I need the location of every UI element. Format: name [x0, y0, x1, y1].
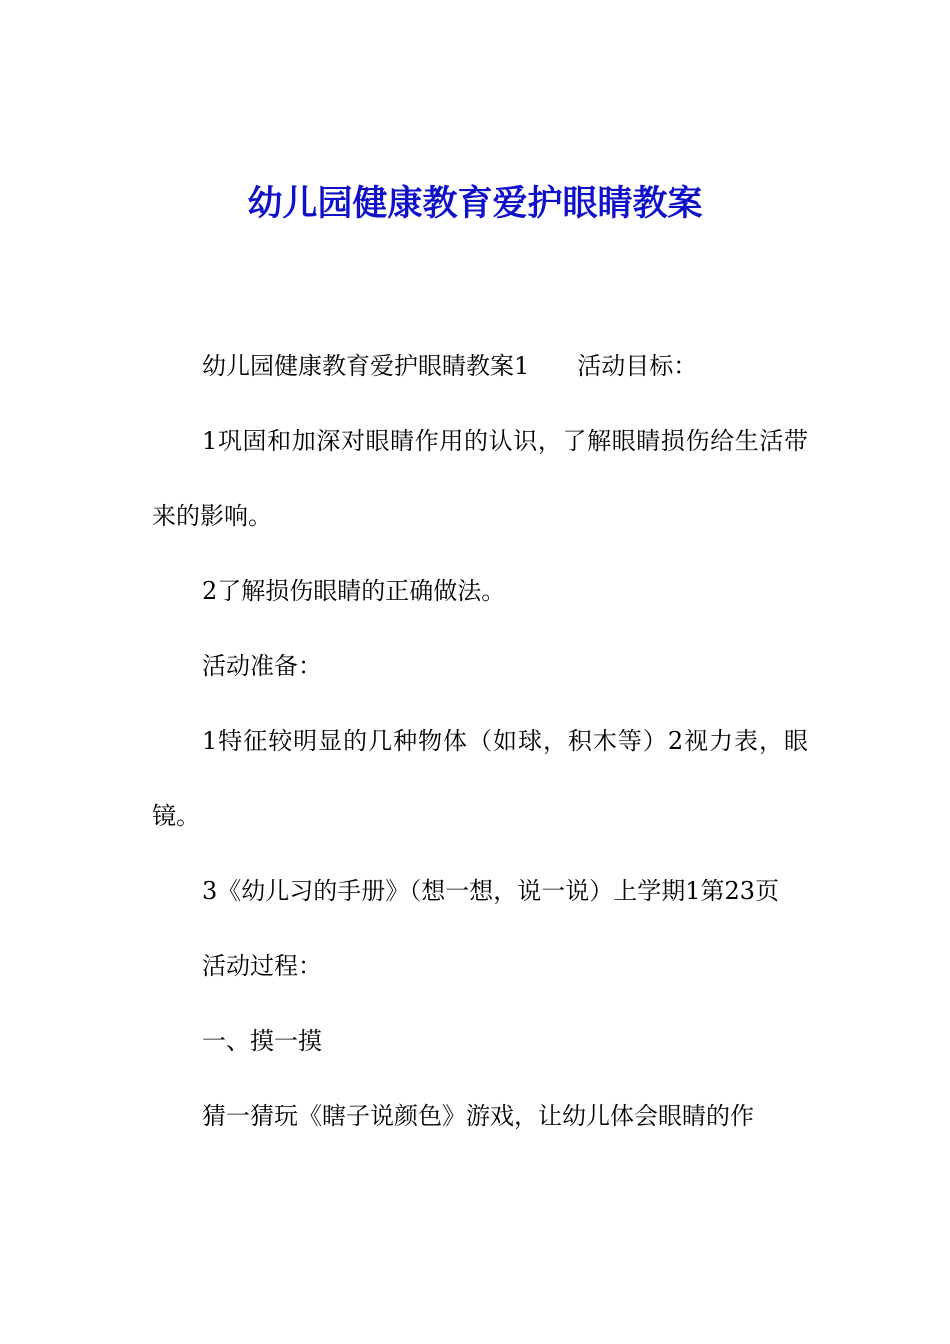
- paragraph-objective-2: 2了解损伤眼睛的正确做法。: [202, 577, 506, 605]
- paragraph-process-heading: 活动过程：: [202, 952, 322, 980]
- paragraph-preparation-handbook: 3《幼儿习的手册》（想一想，说一说）上学期1第23页: [202, 877, 780, 905]
- document-body: [152, 329, 808, 1154]
- paragraph-step-1-heading: 一、摸一摸: [202, 1027, 322, 1055]
- document-title: 幼儿园健康教育爱护眼睛教案: [247, 184, 703, 224]
- paragraph-intro-objectives: 幼儿园健康教育爱护眼睛教案1 活动目标：: [202, 352, 698, 380]
- paragraph-preparation-heading: 活动准备：: [202, 652, 322, 680]
- paragraph-step-1-text: 猜一猜玩《瞎子说颜色》游戏，让幼儿体会眼睛的作: [202, 1102, 754, 1130]
- paragraph-preparation-items: 1特征较明显的几种物体（如球，积木等）2视力表，眼镜。: [152, 727, 808, 830]
- paragraph-objective-1: 1巩固和加深对眼睛作用的认识，了解眼睛损伤给生活带来的影响。: [152, 427, 808, 530]
